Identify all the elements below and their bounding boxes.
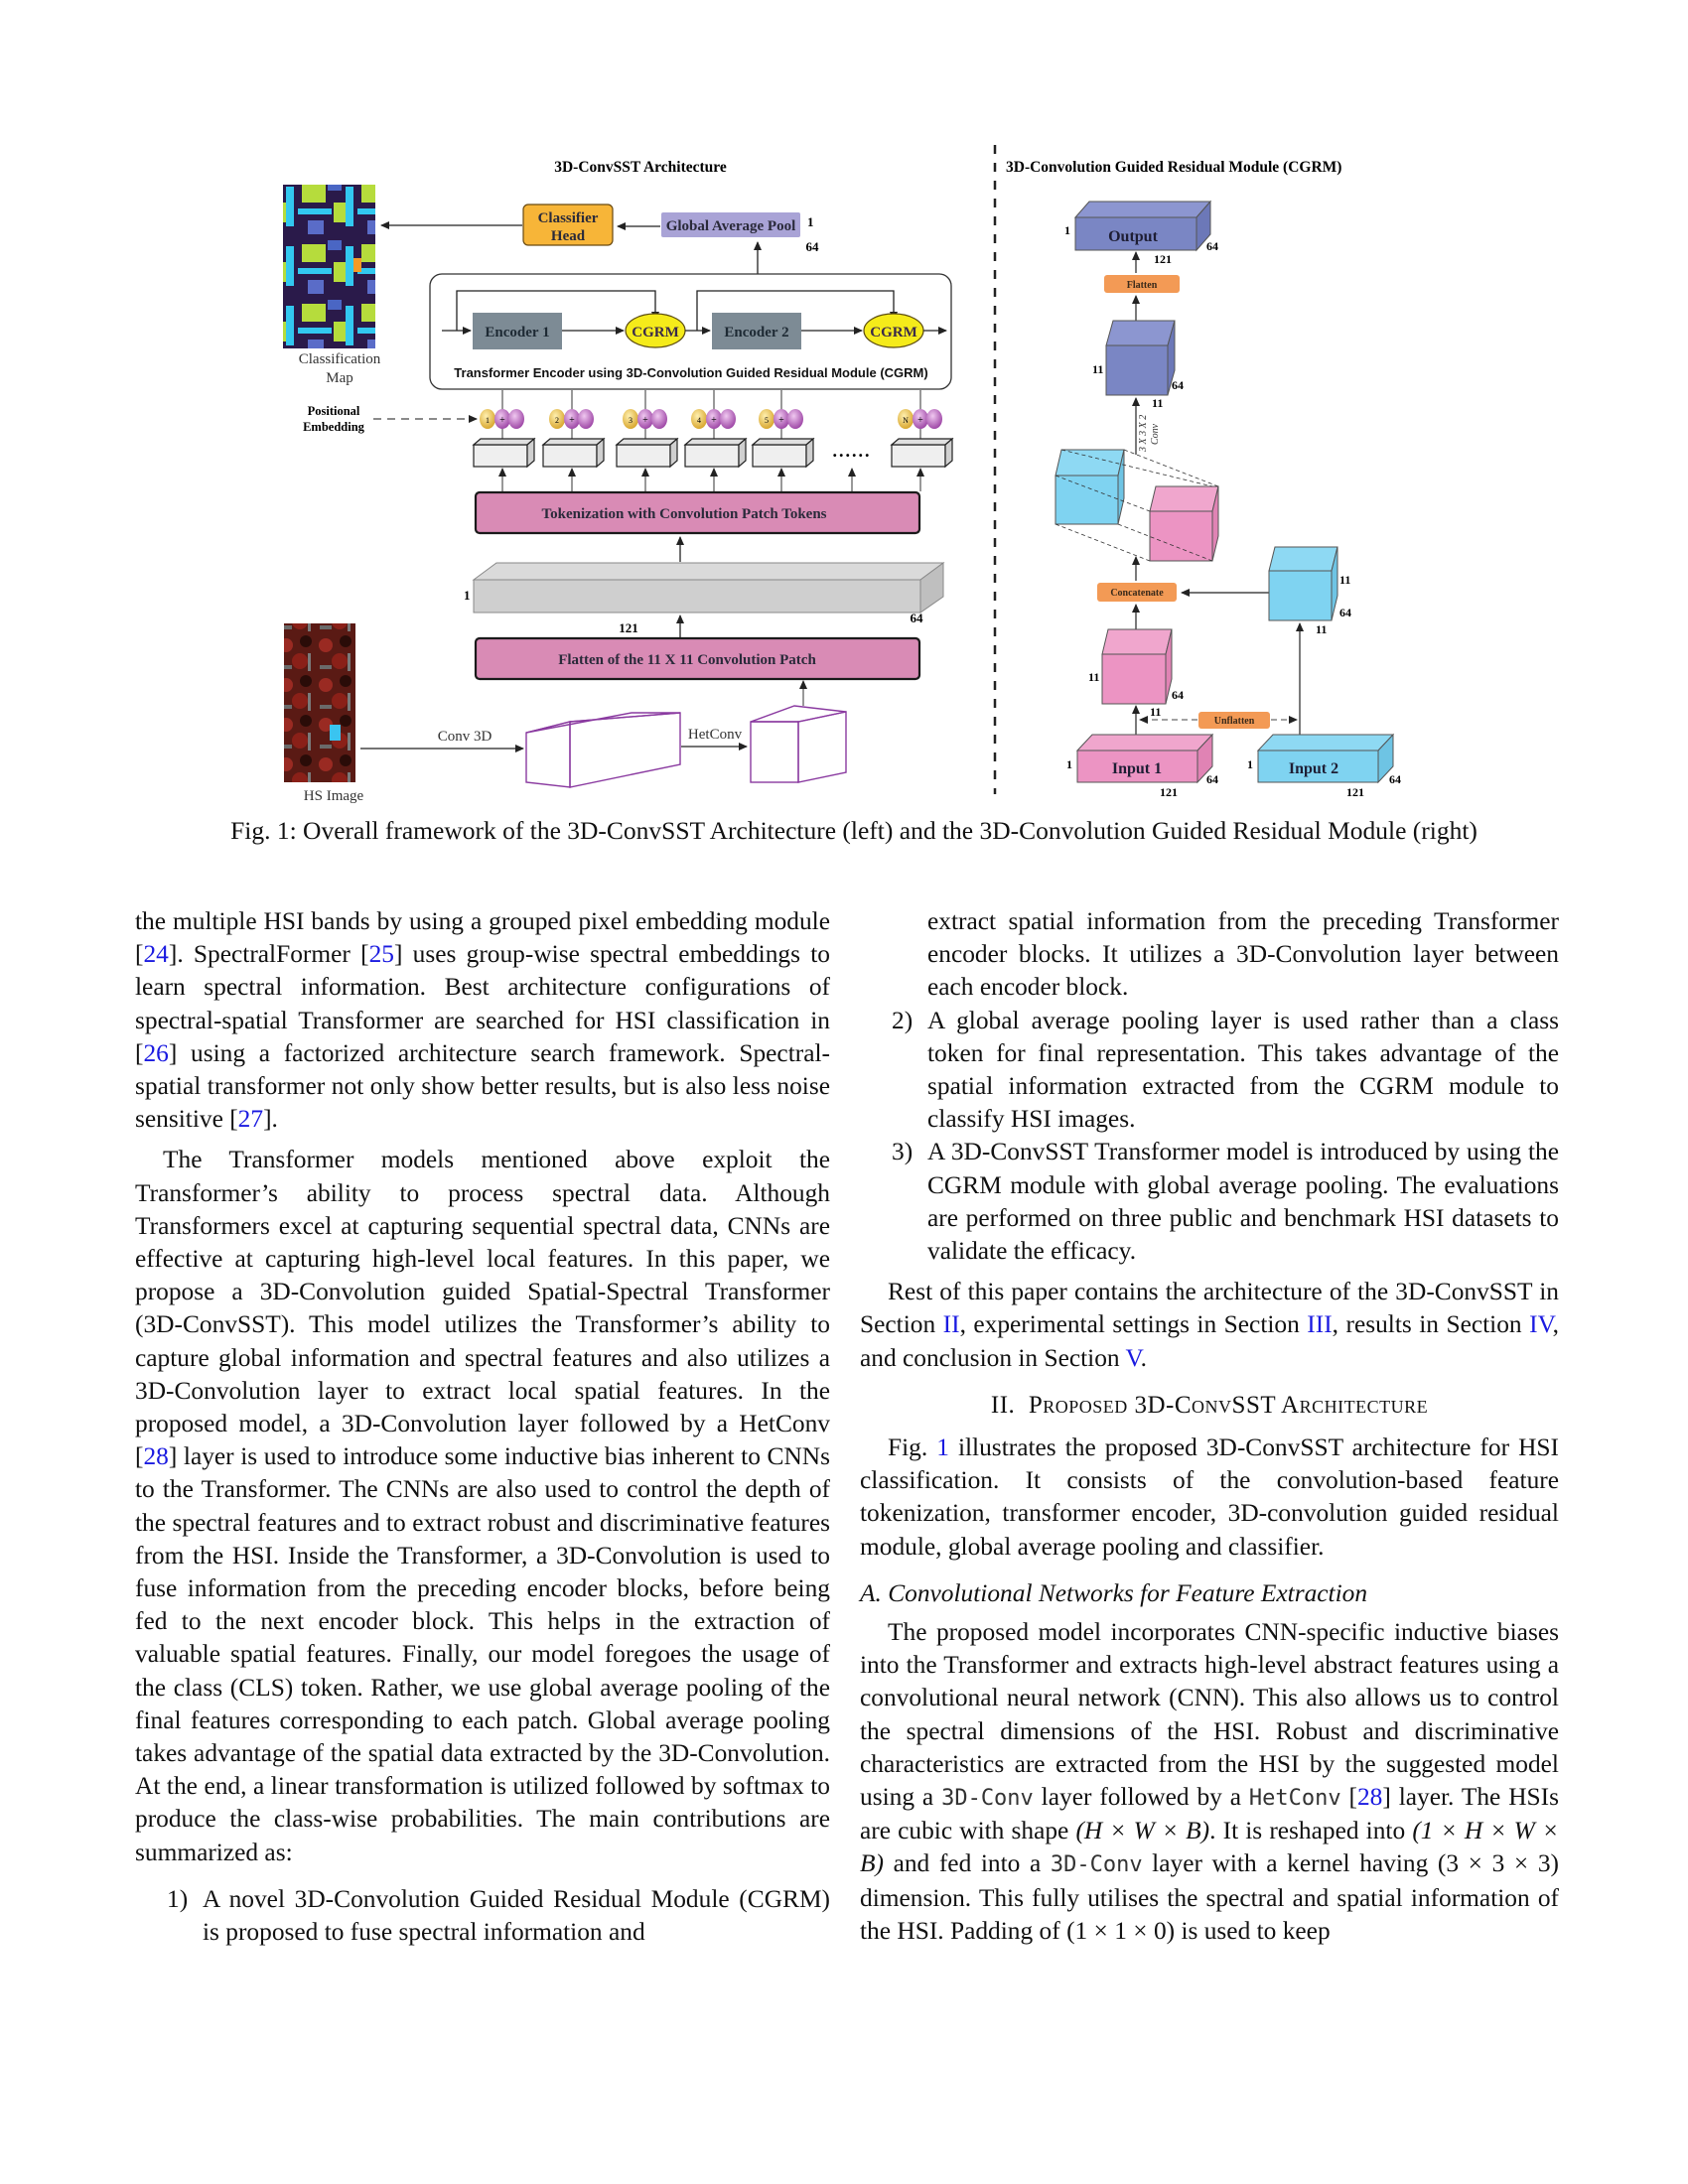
dim-label: 11 xyxy=(1339,573,1351,587)
section-link[interactable]: IV xyxy=(1529,1310,1553,1339)
token-column-1 xyxy=(474,390,534,491)
dim-label: 64 xyxy=(805,239,819,254)
hetconv-output-cube xyxy=(751,706,846,782)
token-column-5 xyxy=(753,390,813,491)
text: is used to keep xyxy=(1175,1916,1331,1945)
text: extract spatial information from the preceding Transformer encoder blocks. It utilizes a 3D-Convolution layer between each encoder block. xyxy=(927,907,1559,1002)
text: and fed into a xyxy=(883,1849,1051,1878)
dim-label: 64 xyxy=(1172,378,1184,392)
plus-icon: + xyxy=(499,415,505,426)
flattened-feature-block xyxy=(474,563,943,613)
cgrm-left-cube xyxy=(1102,629,1172,704)
text: The Transformer models mentioned above exploit the Transformer’s ability to process spectral data. Although Transformers excel at capturing sequential spectral data, CNNs are effective at capturing high-level local features. In this paper, we propose a 3D-Convolution guided Spatial-Spectral Transformer (3D-ConvSST). This model utilizes the Transformer’s ability to capture global information and spectral features and also utilizes a 3D-Convolution layer to extract local spatial features. In the proposed model, a 3D-Convolution layer followed by a HetConv [ xyxy=(135,1146,830,1471)
token-column-2 xyxy=(543,390,604,491)
plus-icon: + xyxy=(917,415,923,426)
code-text: 3D-Conv xyxy=(941,1786,1034,1812)
text: , experimental settings in Section xyxy=(959,1310,1308,1339)
text: ]. SpectralFormer [ xyxy=(168,940,369,969)
left-column xyxy=(135,905,830,1949)
code-text: 3D-Conv xyxy=(1050,1852,1143,1878)
token-id: 5 xyxy=(765,416,769,425)
token-id: 1 xyxy=(486,416,490,425)
classifier-head-label-2: Head xyxy=(550,228,586,244)
plus-icon: + xyxy=(569,415,575,426)
global-average-pool-label: Global Average Pool xyxy=(665,218,796,234)
section-link[interactable]: III xyxy=(1307,1310,1333,1339)
text: A 3D-ConvSST Transformer model is introduced by using the CGRM module with global average pooling. The evaluations are performed on three public and benchmark HSI datasets to validate the efficacy. xyxy=(927,1138,1559,1266)
left-figure-title: 3D-ConvSST Architecture xyxy=(554,159,727,176)
figure-caption: Fig. 1: Overall framework of the 3D-ConvSST Architecture (left) and the 3D-Convolution Guided Residual Module (right) xyxy=(230,816,1477,845)
token-column-3 xyxy=(617,390,677,491)
classification-map-label-2: Map xyxy=(326,370,353,386)
hetconv-label: HetConv xyxy=(687,727,743,743)
right-column xyxy=(860,905,1559,1948)
cgrm-concatenate-label: Concatenate xyxy=(1110,588,1164,599)
dim-label: 121 xyxy=(619,620,638,635)
tokenization-label: Tokenization with Convolution Patch Tokens xyxy=(541,506,827,522)
dim-label: 64 xyxy=(1172,688,1184,702)
dim-label: 64 xyxy=(1389,772,1401,786)
cgrm-2-label: CGRM xyxy=(870,325,917,341)
dim-label: 11 xyxy=(1150,705,1162,719)
dim-label: 1 xyxy=(1066,757,1072,771)
text: , results in Section xyxy=(1332,1310,1530,1339)
section-number: II. xyxy=(990,1391,1016,1419)
citation-link[interactable]: 26 xyxy=(143,1038,169,1067)
classifier-head-label: Classifier xyxy=(537,210,599,226)
cgrm-conv-label-2: Conv xyxy=(1150,423,1161,445)
dim-label: 1 xyxy=(464,588,471,603)
text: ] layer is used to introduce some inductive bias inherent to CNNs to the Transformer. The CNNs are also used to control the depth of the spectral features and to extract robust and discriminative features from the HSI. Inside the Transformer, a 3D-Convolution is used to fuse information from the preceding encoder blocks, before being fed to the next encoder block. This helps in the extraction of valuable spatial features. Finally, our model foregoes the usage of the class (CLS) token. Rather, we use global average pooling of the final features corresponding to each patch. Global average pooling takes advantage of the spatial data extracted by the 3D-Convolution. At the end, a linear transformation is utilized followed by softmax to produce the class-wise probabilities. The main contributions are summarized as: xyxy=(135,1442,830,1866)
text: ]. xyxy=(263,1105,278,1134)
token-id: N xyxy=(903,416,909,425)
dim-label: 121 xyxy=(1160,785,1178,799)
plus-icon: + xyxy=(778,415,784,426)
contributions-list-continued xyxy=(860,905,1559,1268)
conv3d-output-cube xyxy=(526,713,680,787)
classification-map-highlight xyxy=(353,258,361,272)
contribution-item xyxy=(135,1883,830,1949)
dim-label: 11 xyxy=(1092,362,1104,376)
hs-image xyxy=(284,623,355,782)
text: The proposed model incorporates CNN-specific inductive biases into the Transformer and extracts high-level abstract features using a convolutional neural network (CNN). This also allows us to control the spectral dimensions of the HSI. Robust and discriminative characteristics are extracted from the HSI by the suggested model using a xyxy=(860,1618,1559,1812)
dim-label: 64 xyxy=(910,611,923,625)
plus-icon: + xyxy=(711,415,717,426)
text: layer with a kernel having xyxy=(1142,1849,1438,1878)
text: [ xyxy=(1340,1783,1357,1812)
text: layer followed by a xyxy=(1033,1783,1249,1812)
paragraph xyxy=(135,1144,830,1868)
text: the multiple HSI bands by using a grouped pixel embedding module [ xyxy=(135,907,830,969)
text: illustrates the proposed 3D-ConvSST architecture for HSI classification. It consists of the convolution-based feature tokenization, transformer encoder, 3D-convolution guided residual module, global average pooling and classifier. xyxy=(860,1433,1559,1561)
hs-image-label: HS Image xyxy=(303,788,364,804)
math: (1 × H × W × B) xyxy=(860,1817,1559,1878)
paragraph xyxy=(135,905,830,1136)
list-number: 3) xyxy=(892,1138,914,1166)
cgrm-input-2-label: Input 2 xyxy=(1288,760,1339,777)
flatten-label: Flatten of the 11 X 11 Convolution Patch xyxy=(558,652,816,668)
token-id: 2 xyxy=(555,416,559,425)
conv3d-label: Conv 3D xyxy=(437,729,492,745)
text: . xyxy=(1140,1343,1147,1372)
section-link[interactable]: V xyxy=(1125,1343,1141,1372)
contribution-item xyxy=(860,1136,1559,1268)
citation-link[interactable]: 24 xyxy=(143,940,169,969)
figure-link[interactable]: 1 xyxy=(936,1433,949,1462)
list-number: 1) xyxy=(167,1884,189,1913)
dim-label: 1 xyxy=(1064,223,1070,237)
transformer-encoder-label: Transformer Encoder using 3D-Convolution Guided Residual Module (CGRM) xyxy=(454,365,928,380)
token-column-n xyxy=(892,390,952,491)
text: Rest of this paper contains the architecture of the 3D-ConvSST in Section xyxy=(860,1278,1559,1339)
math: (3 × 3 × 3) xyxy=(1437,1849,1559,1878)
paragraph xyxy=(860,1616,1559,1948)
cgrm-conv-label: 3 X 3 X 2 xyxy=(1138,414,1149,452)
classification-map-image xyxy=(283,185,375,348)
text: , and conclusion in Section xyxy=(860,1310,1559,1372)
token-column-4 xyxy=(685,390,746,491)
cgrm-input-1-label: Input 1 xyxy=(1111,760,1163,777)
figure-1 xyxy=(0,0,1688,814)
text: . It is reshaped into xyxy=(1209,1817,1413,1845)
text: dimension. This fully utilises the spectral and spatial information of the HSI. Padding of xyxy=(860,1883,1559,1945)
cgrm-conv-output-cube xyxy=(1106,321,1175,395)
plus-icon: + xyxy=(642,415,648,426)
dim-label: 11 xyxy=(1088,670,1100,684)
text: ] using a factorized architecture search framework. Spectral-spatial transformer not only show better results, but is also less noise sensitive [ xyxy=(135,1038,830,1134)
encoder-2-label: Encoder 2 xyxy=(724,325,789,341)
positional-embedding-label-2: Embedding xyxy=(303,420,364,434)
cgrm-output-label: Output xyxy=(1108,228,1158,245)
text: Fig. xyxy=(888,1433,937,1462)
contribution-item-continued xyxy=(860,905,1559,1005)
cgrm-concat-cubes xyxy=(1055,450,1218,561)
patch-highlight xyxy=(330,725,341,741)
dim-label: 64 xyxy=(1339,606,1351,619)
cgrm-right-cube xyxy=(1269,547,1337,620)
dim-label: 64 xyxy=(1206,239,1218,253)
section-link[interactable]: II xyxy=(942,1310,960,1339)
token-id: 4 xyxy=(697,416,701,425)
subsection-heading: A. Convolutional Networks for Feature Extraction xyxy=(860,1578,1368,1607)
encoder-1-label: Encoder 1 xyxy=(485,325,550,341)
citation-link[interactable]: 28 xyxy=(143,1442,169,1471)
section-title: Proposed 3D-ConvSST Architecture xyxy=(1028,1391,1429,1419)
contributions-list xyxy=(135,1883,830,1949)
dim-label: 121 xyxy=(1346,785,1364,799)
citation-link[interactable]: 25 xyxy=(368,940,394,969)
dim-label: 1 xyxy=(807,214,814,229)
right-figure-title: 3D-Convolution Guided Residual Module (CGRM) xyxy=(1006,159,1342,176)
contribution-item xyxy=(860,1005,1559,1137)
token-id: 3 xyxy=(629,416,633,425)
text: ] uses group-wise spectral embeddings to learn spectral information. Best architecture configurations of spectral-spatial Transformer are searched for HSI classification in [ xyxy=(135,940,831,1067)
paragraph xyxy=(860,1276,1559,1375)
text: A novel 3D-Convolution Guided Residual Module (CGRM) is proposed to fuse spectral information and xyxy=(203,1884,830,1947)
cgrm-unflatten-label: Unflatten xyxy=(1213,716,1255,727)
positional-embedding-label: Positional xyxy=(307,404,360,418)
math: (H × W × B) xyxy=(1075,1817,1210,1845)
dim-label: 11 xyxy=(1316,622,1328,636)
citation-link[interactable]: 28 xyxy=(1356,1783,1383,1812)
text: A global average pooling layer is used rather than a class token for final representation. This takes advantage of the spatial information extracted from the CGRM module to classify HSI images. xyxy=(927,1006,1559,1134)
text: ] layer. The HSIs are cubic with shape xyxy=(860,1783,1559,1845)
cgrm-1-label: CGRM xyxy=(632,325,679,341)
cgrm-flatten-label: Flatten xyxy=(1126,280,1158,291)
math: (1 × 1 × 0) xyxy=(1066,1916,1176,1945)
paragraph xyxy=(860,1432,1559,1564)
dim-label: 121 xyxy=(1154,252,1172,266)
code-text: HetConv xyxy=(1248,1786,1341,1812)
section-heading xyxy=(860,1389,1559,1422)
classification-map-label: Classification xyxy=(298,351,381,367)
citation-link[interactable]: 27 xyxy=(237,1105,264,1134)
ellipsis: ...... xyxy=(832,441,872,461)
dim-label: 64 xyxy=(1206,772,1218,786)
dim-label: 11 xyxy=(1152,396,1164,410)
dim-label: 1 xyxy=(1247,757,1253,771)
list-number: 2) xyxy=(892,1006,914,1034)
